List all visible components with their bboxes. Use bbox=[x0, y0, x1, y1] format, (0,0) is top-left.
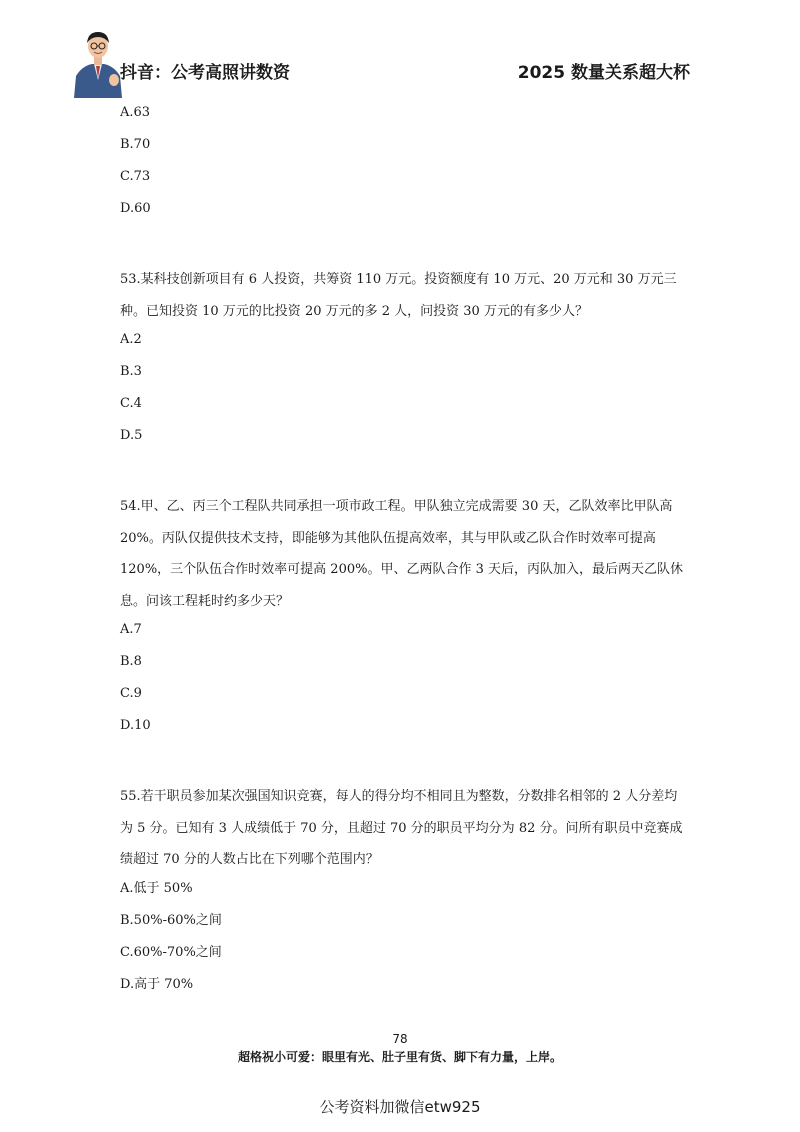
question-53 bbox=[120, 264, 685, 455]
watermark-text: 公考资料加微信etw925 bbox=[319, 1098, 481, 1116]
option: C.4 bbox=[120, 396, 142, 411]
question-54 bbox=[120, 491, 685, 745]
footer-slogan: 超格祝小可爱：眼里有光、肚子里有货、脚下有力量，上岸。 bbox=[237, 1050, 562, 1064]
option: D.10 bbox=[120, 718, 151, 733]
option: A.低于 50% bbox=[120, 880, 193, 896]
question-text: 54.甲、乙、丙三个工程队共同承担一项市政工程。甲队独立完成需要 30 天，乙队效率比甲队高 20%。丙队仅提供技术支持，即能够为其他队伍提高效率，其与甲队或乙队合作时效率可提高 120%，三个队伍合作时效率可提高 200%。甲、乙两队合作 3 天后，丙队加入，最后两天乙队休息。问该工程耗时约多少天？ bbox=[120, 499, 683, 609]
option: A.7 bbox=[120, 622, 142, 637]
option: A.63 bbox=[120, 105, 151, 120]
option: B.50%-60%之间 bbox=[120, 912, 222, 928]
option: C.60%-70%之间 bbox=[120, 944, 222, 960]
header-left-title: 抖音：公考高照讲数资 bbox=[120, 63, 290, 83]
question-text: 55.若干职员参加某次强国知识竞赛，每人的得分均不相同且为整数，分数排名相邻的 2 人分差均为 5 分。已知有 3 人成绩低于 70 分，且超过 70 分的职员平均分为 82 分。问所有职员中竞赛成绩超过 70 分的人数占比在下列哪个范围内？ bbox=[120, 789, 683, 867]
question-content bbox=[120, 100, 685, 1004]
option: B.8 bbox=[120, 654, 142, 669]
option: A.2 bbox=[120, 332, 142, 347]
option: B.70 bbox=[120, 137, 151, 152]
page-number: 78 bbox=[392, 1032, 408, 1046]
question-55 bbox=[120, 781, 685, 1004]
option: C.73 bbox=[120, 169, 151, 184]
prev-question-options bbox=[120, 100, 685, 228]
option: C.9 bbox=[120, 686, 142, 701]
option: D.高于 70% bbox=[120, 976, 194, 992]
question-text: 53.某科技创新项目有 6 人投资，共筹资 110 万元。投资额度有 10 万元、20 万元和 30 万元三种。已知投资 10 万元的比投资 20 万元的多 2 人，问投资 30 万元的有多少人？ bbox=[120, 272, 677, 319]
option: D.60 bbox=[120, 201, 151, 216]
option: B.3 bbox=[120, 364, 142, 379]
avatar bbox=[72, 24, 124, 98]
header-right-title: 2025 数量关系超大杯 bbox=[517, 63, 690, 83]
option: D.5 bbox=[120, 428, 143, 443]
